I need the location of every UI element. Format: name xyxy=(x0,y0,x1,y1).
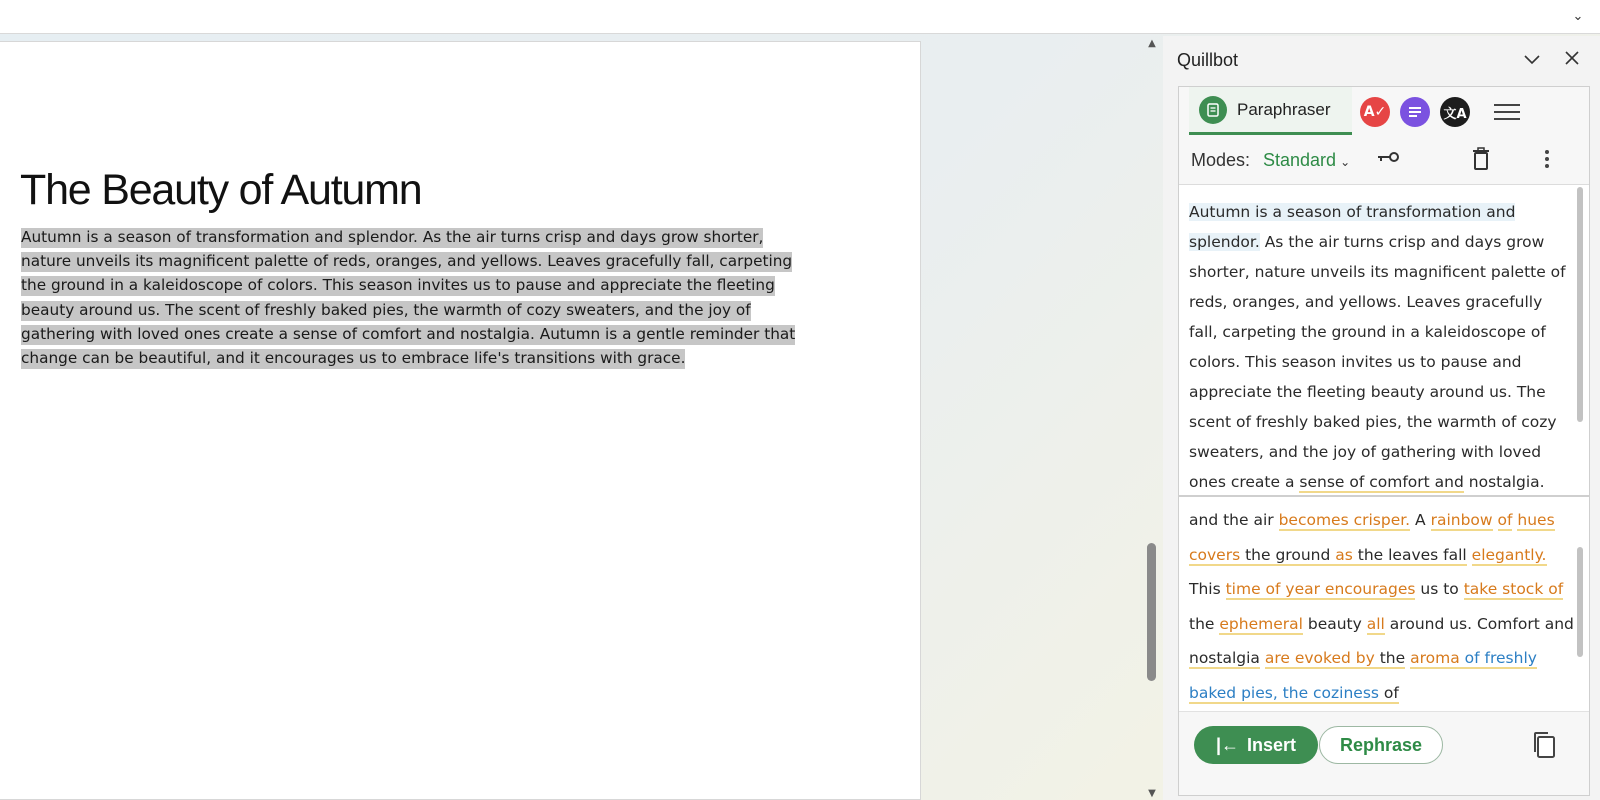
translator-icon[interactable]: 文A xyxy=(1440,97,1470,127)
tool-tabs xyxy=(1179,87,1589,135)
insert-arrow-icon: |← xyxy=(1215,734,1239,755)
paraphraser-icon xyxy=(1199,96,1227,124)
output-changed-phrase[interactable]: the xyxy=(1374,649,1406,667)
output-changed-phrase[interactable]: of xyxy=(1379,683,1399,702)
tab-paraphraser[interactable] xyxy=(1189,87,1352,135)
pane-title: Quillbot xyxy=(1177,50,1239,70)
output-text xyxy=(1493,511,1498,529)
output-text: A xyxy=(1410,511,1431,529)
document-body[interactable] xyxy=(21,225,811,370)
output-changed-phrase[interactable]: are evoked by xyxy=(1264,649,1375,667)
menu-icon[interactable] xyxy=(1494,99,1520,123)
scroll-down-arrow-icon[interactable]: ▼ xyxy=(1148,788,1156,799)
insert-label: Insert xyxy=(1247,734,1297,755)
output-changed-phrase[interactable]: nostalgia xyxy=(1189,649,1260,667)
close-icon[interactable] xyxy=(1561,50,1583,72)
trash-icon[interactable] xyxy=(1471,147,1493,173)
input-text: As the air turns crisp and days grow shorter, nature unveils its magnificent palette of reds, oranges, and yellows. Leaves gracefully fall, carpeting the ground in a kaleidoscope of colors. This season invites us to pause and appreciate the fleeting beauty around us. The scent of freshly baked pies, the warmth of cozy sweaters, and the joy of gathering with loved ones create a xyxy=(1189,233,1566,491)
output-changed-phrase[interactable]: time of year encourages xyxy=(1225,580,1416,598)
modes-label: Modes: xyxy=(1191,150,1251,170)
key-icon[interactable] xyxy=(1377,149,1403,169)
scroll-thumb[interactable] xyxy=(1147,543,1156,681)
input-underlined-phrase: sense of comfort and xyxy=(1299,473,1464,491)
chevron-down-icon: ⌄ xyxy=(1340,155,1351,169)
mode-selected: Standard xyxy=(1263,150,1337,170)
tab-paraphraser-label: Paraphraser xyxy=(1237,99,1331,119)
output-changed-phrase[interactable]: of freshly baked pies, the coziness xyxy=(1189,649,1537,702)
quillbot-frame xyxy=(1178,86,1590,796)
document-page[interactable] xyxy=(0,41,921,800)
output-changed-phrase[interactable]: rainbow xyxy=(1430,511,1493,529)
output-text: around us. Comfort and xyxy=(1384,614,1574,633)
grammar-checker-icon[interactable]: A✓ xyxy=(1360,97,1390,127)
copy-icon[interactable] xyxy=(1531,730,1557,760)
mode-dropdown[interactable] xyxy=(1263,150,1350,171)
output-changed-phrase[interactable]: the leaves fall xyxy=(1352,545,1467,564)
top-toolbar xyxy=(0,0,1600,34)
scroll-up-arrow-icon[interactable]: ▲ xyxy=(1148,38,1156,49)
output-changed-phrase[interactable]: of xyxy=(1497,511,1513,529)
output-changed-phrase[interactable]: all xyxy=(1366,614,1385,633)
input-text-area[interactable] xyxy=(1179,185,1575,495)
output-text: the xyxy=(1189,614,1220,633)
input-scrollbar[interactable] xyxy=(1577,187,1583,422)
insert-button[interactable] xyxy=(1194,726,1318,764)
modes-bar xyxy=(1179,135,1589,185)
output-changed-phrase[interactable]: as xyxy=(1335,545,1353,564)
rephrase-button[interactable]: Rephrase xyxy=(1319,726,1443,764)
output-text: beauty xyxy=(1302,614,1367,633)
chevron-down-icon[interactable]: ⌄ xyxy=(1572,9,1584,24)
output-changed-phrase[interactable]: ephemeral xyxy=(1219,614,1303,633)
document-title: The Beauty of Autumn xyxy=(20,166,422,214)
output-text xyxy=(1467,546,1472,564)
output-text: This xyxy=(1189,580,1226,598)
document-scrollbar[interactable] xyxy=(1143,36,1161,800)
input-highlighted-sentence: Autumn is a season of transformation and splendor. xyxy=(1189,203,1516,251)
input-text-end: nostalgia. xyxy=(1463,473,1545,491)
output-changed-phrase[interactable]: hues covers xyxy=(1189,511,1555,564)
output-changed-phrase[interactable]: elegantly. xyxy=(1471,545,1547,564)
output-scrollbar[interactable] xyxy=(1577,547,1583,657)
output-text: and the air xyxy=(1189,511,1279,529)
quillbot-pane xyxy=(1163,36,1600,800)
output-text-area[interactable] xyxy=(1179,497,1575,711)
more-vertical-icon[interactable] xyxy=(1541,147,1553,173)
output-changed-phrase[interactable]: aroma xyxy=(1410,649,1460,667)
action-bar xyxy=(1179,711,1589,795)
selected-text: Autumn is a season of transformation and splendor. As the air turns crisp and days grow shorter, nature unveils its magnificent palette of reds, oranges, and yellows. Leaves gracefully fall, carpeting the ground in a kaleidoscope of colors. This season invites us to pause and appreciate the fleeting beauty around us. The scent of freshly baked pies, the warmth of cozy sweaters, and the joy of gathering with loved ones create a sense of comfort and nostalgia. Autumn is a gentle reminder that change can be beautiful, and it encourages us to embrace life's transitions with grace. xyxy=(21,228,796,368)
output-changed-phrase[interactable]: the ground xyxy=(1240,545,1336,564)
output-changed-phrase[interactable]: becomes crisper. xyxy=(1278,511,1411,529)
chevron-down-icon[interactable] xyxy=(1521,50,1543,72)
output-changed-phrase[interactable]: take stock of xyxy=(1463,580,1564,598)
output-text: us to xyxy=(1415,580,1464,598)
summarizer-icon[interactable] xyxy=(1400,97,1430,127)
